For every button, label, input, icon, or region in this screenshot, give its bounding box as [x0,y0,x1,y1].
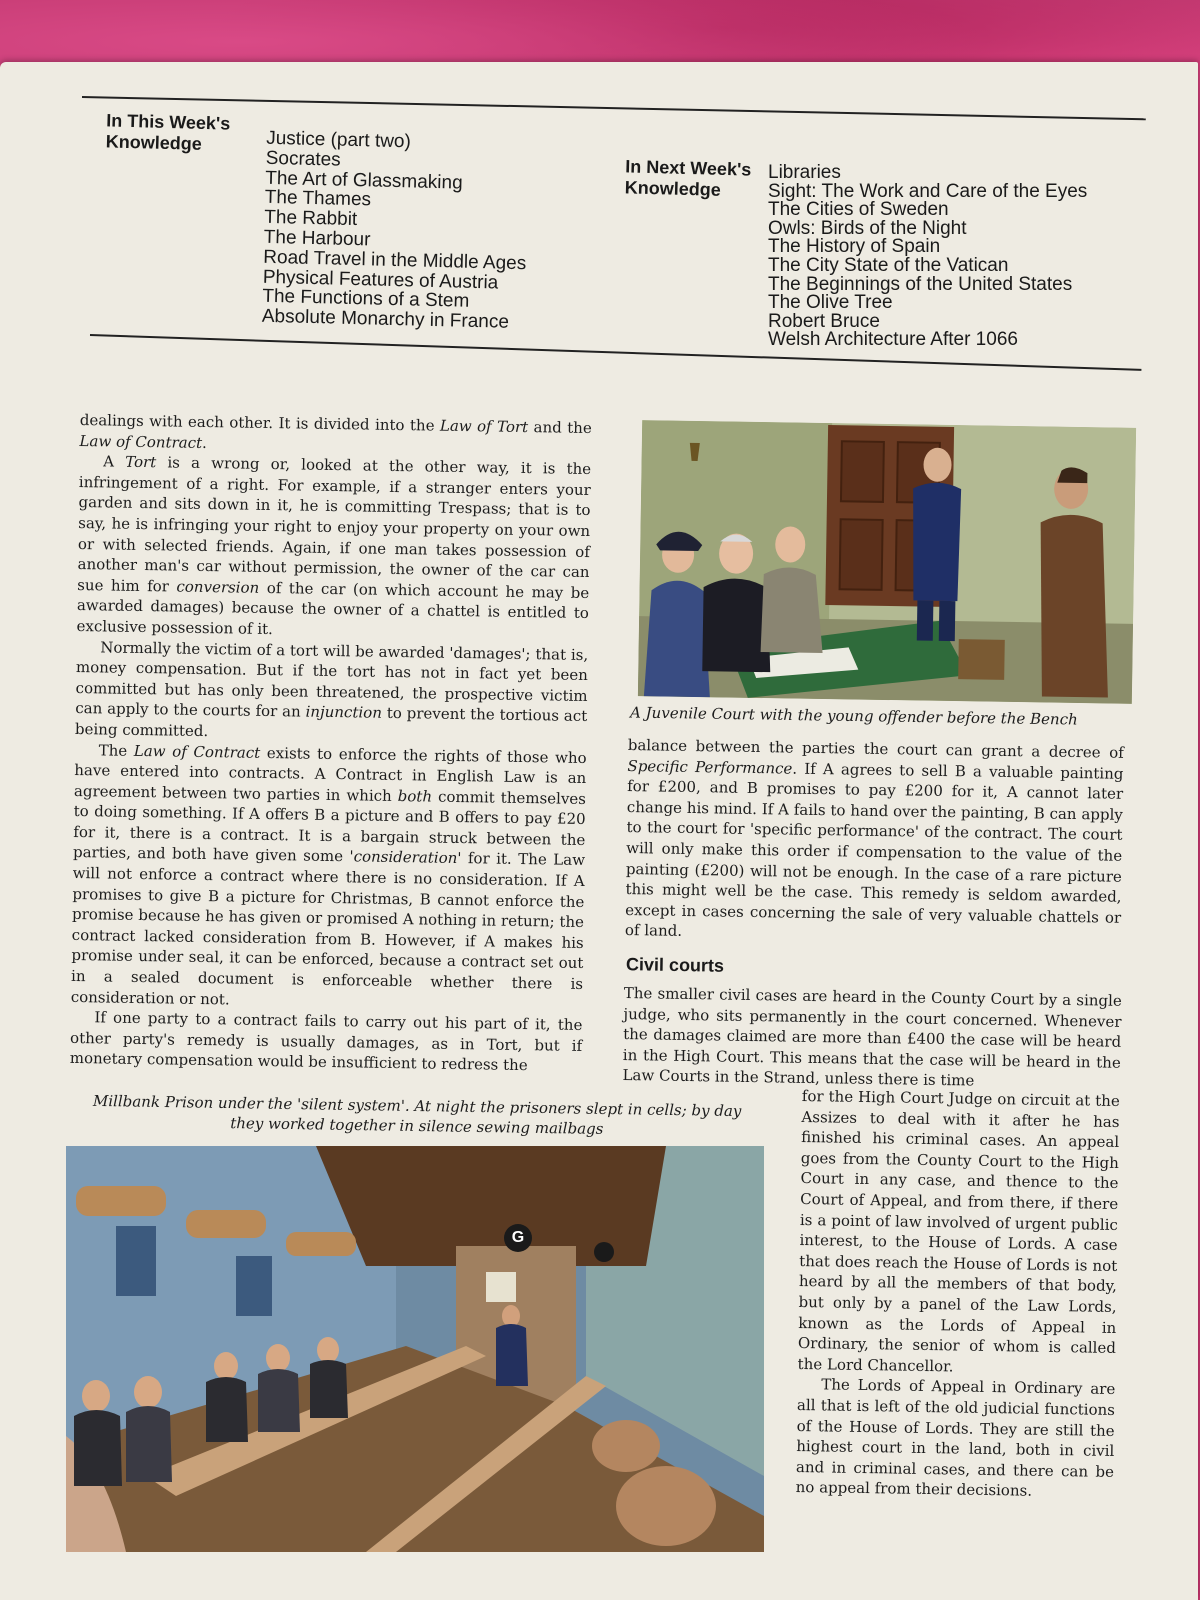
next-week-label: In Next Week's Knowledge [624,156,752,200]
prison-sign-label: G [511,1229,525,1246]
this-week-list [262,129,530,333]
this-week-item: Physical Features of Austria [262,266,499,294]
this-week-item: The Thames [264,187,372,211]
this-week-item: The Harbour [263,226,371,251]
prison-caption: Millbank Prison under the 'silent system'. At night the prisoners slept in cells; by day they worked together in silence sewing mailbags [92,1091,742,1138]
next-week-item: Robert Bruce [768,310,880,332]
next-week-item: The History of Spain [768,236,941,258]
next-week-item: The Olive Tree [768,292,893,314]
this-week-label: In This Week's Knowledge [105,110,231,154]
next-week-item: Welsh Architecture After 1066 [768,329,1018,351]
juvenile-court-image [638,420,1136,704]
millbank-prison-illustration [66,1146,764,1552]
paragraph: If one party to a contract fails to carry out his part of it, the other party's remedy is usually damages, as in Tort, but if monetary compensation would be insufficient to redress the [69,1008,583,1075]
civil-courts-column [622,983,1122,1094]
paragraph: for the High Court Judge on circuit at the Assizes to deal with it after he has finished his criminal cases. An appeal goes from the County Court to the High Court in any case, and thence to the Court of Appeal, and from there, if there is a point of law involved of urgent public interest, to the House of Lords. A case that does reach the House of Lords is not heard by all the members of that body, but only by a panel of the Law Lords, known as the Lords of Appeal in Ordinary, the senior of whom is called the Lord Chancellor. [797,1086,1120,1376]
this-week-item: The Rabbit [264,206,358,231]
next-week-item: Sight: The Work and Care of the Eyes [768,180,1088,202]
paragraph: dealings with each other. It is divided into the Law of Tort and the Law of Contract. [79,410,592,452]
paragraph: The smaller civil cases are heard in the County Court by a single judge, who sits permanently in the court concerned. Whenever the damages claimed are more than £400 the case will be heard in the High Court. This means that the case will be heard in the Law Courts in the Strand, unless there is time [622,983,1122,1090]
next-week-item: The Beginnings of the United States [768,273,1073,295]
this-week-item: Road Travel in the Middle Ages [263,246,527,274]
this-week-item: Justice (part two) [265,127,412,153]
right-article-column [625,735,1124,949]
millbank-prison-image [66,1146,764,1552]
narrow-article-column [796,1086,1120,1503]
court-caption: A Juvenile Court with the young offender before the Bench [629,703,1078,729]
paragraph: The Law of Contract exists to enforce the rights of those who have entered into contracts. A Contract in English Law is an agreement between two parties in which both commit themselves to doing something. If A offers B a picture and B offers to pay £20 for it, there is a contract. It is a bargain struck between the parties, and both have given some 'consideration' for it. The Law will not enforce a contract where there is no consideration. If A promises to give B a picture for Christmas, B cannot enforce the promise because he has given or promised A nothing in return; the contract lacked consideration from B. However, if A makes his promise under seal, it can be enforced, because a contract set out in a sealed document is enforceable whether there is consideration or not. [70,740,587,1009]
civil-courts-subhead: Civil courts [625,954,725,976]
next-week-item: The Cities of Sweden [768,199,949,221]
next-week-item: The City State of the Vatican [768,254,1009,276]
juvenile-court-illustration [638,420,1136,704]
next-week-list [768,164,1087,350]
paragraph: A Tort is a wrong or, looked at the other way, it is the infringement of a right. For example, if a stranger enters your garden and sits down in it, he is committing Trespass; that is to say, he is infringing your right to enjoy your property on your own or with selected friends. Again, if one man takes possession of another man's car without permission, the owner of the car can sue him for conversion of the car (on which account he may be awarded damages) because the owner of a chattel is entitled to exclusive possession of it. [76,452,592,638]
paragraph: Normally the victim of a tort will be awarded 'damages'; that is, money compensation. But if the tort has not in fact yet been committed but has only been threatened, the prospective victim can apply to the courts for an injunction to prevent the tortious act being committed. [74,637,589,740]
next-week-item: Owls: Birds of the Night [768,217,967,239]
this-week-item: Absolute Monarchy in France [261,305,510,333]
paragraph: balance between the parties the court can grant a decree of Specific Performance. If A agrees to sell B a valuable painting for £200, and B promises to pay £200 for it, A cannot later change his mind. If A fails to hand over the painting, B can apply to the court for 'specific performance' of the contract. The court will only make this order if compensation to the value of the painting (£200) will not be enough. In the case of a rare picture this might well be the case. This remedy is seldom awarded, except in cases concerning the sale of very valuable chattels or of land. [624,735,1124,941]
this-week-item: The Functions of a Stem [262,286,470,313]
left-article-column [70,410,592,1077]
this-week-item: Socrates [265,147,341,171]
next-week-item: Libraries [768,162,841,183]
this-week-item: The Art of Glassmaking [265,167,463,194]
paragraph: The Lords of Appeal in Ordinary are all that is left of the old judicial functions of the House of Lords. They are still the highest court in the land, both in civil and in criminal cases, and there can be no appeal from their decisions. [795,1375,1116,1500]
